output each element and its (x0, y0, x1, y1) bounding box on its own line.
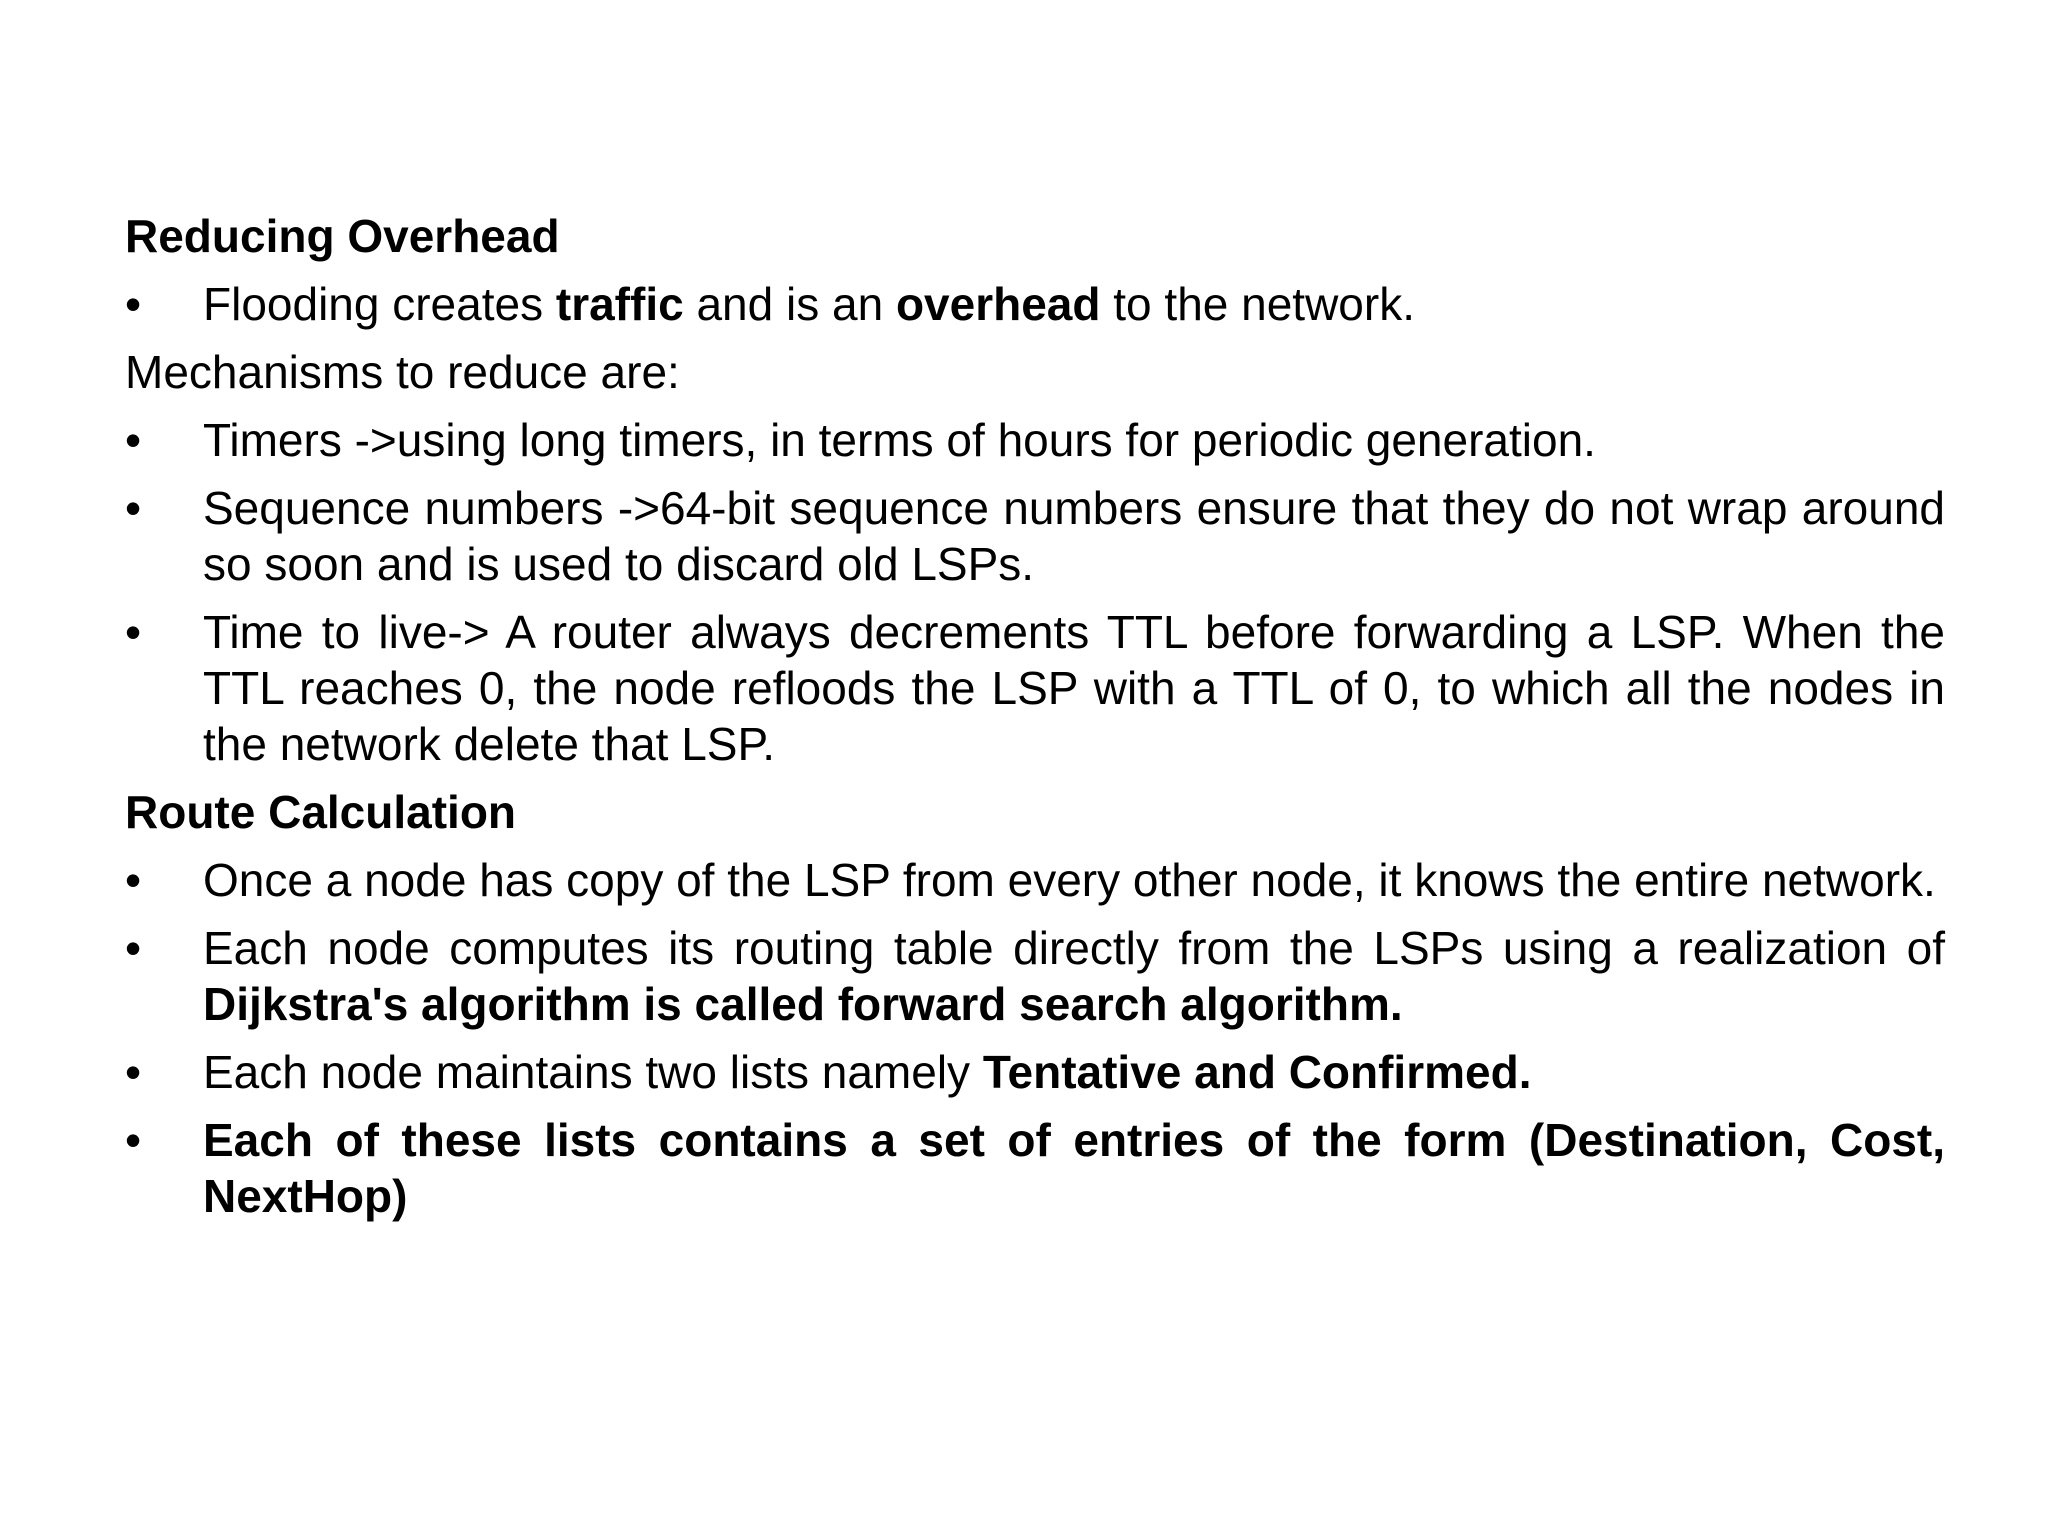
bullet-dot: • (125, 922, 142, 974)
bullet-entries-form (125, 1112, 1945, 1224)
bullet-flooding (125, 276, 1945, 332)
bullet-dot: • (125, 414, 142, 466)
bullet-two-lists (125, 1044, 1945, 1100)
bullet-lsp-copy (125, 852, 1945, 908)
mechanisms-intro: Mechanisms to reduce are: (125, 346, 680, 398)
section-heading-reducing-overhead: Reducing Overhead (125, 210, 560, 262)
bold-overhead: overhead (895, 278, 1101, 330)
section-heading-route-calculation: Route Calculation (125, 786, 517, 838)
bullet-text: Once a node has copy of the LSP from every other node, it knows the entire network. (203, 854, 1936, 906)
bullet-text: Timers ->using long timers, in terms of hours for periodic generation. (203, 414, 1596, 466)
bullet-sequence-numbers (125, 480, 1945, 592)
bullet-text: Sequence numbers ->64-bit sequence numbers ensure that they do not wrap around so soon and is used to discard old LSPs. (203, 482, 1945, 590)
bullet-text: Time to live-> A router always decrements TTL before forwarding a LSP. When the TTL reaches 0, the node refloods the LSP with a TTL of 0, to which all the nodes in the network delete that LSP. (203, 606, 1945, 770)
bullet-timers (125, 412, 1945, 468)
bold-tentative-confirmed: Tentative and Confirmed. (982, 1046, 1532, 1098)
bullet-dot: • (125, 1046, 142, 1098)
text-segment: Flooding creates (203, 278, 556, 330)
text-segment: and is an (683, 278, 896, 330)
bullet-dot: • (125, 1114, 142, 1166)
text-segment: Each node maintains two lists namely (203, 1046, 983, 1098)
text-segment: Each node computes its routing table directly from the LSPs using a realization of (203, 922, 1945, 974)
bullet-time-to-live (125, 604, 1945, 772)
text-segment: to the network. (1100, 278, 1415, 330)
bold-dijkstra: Dijkstra's algorithm is called forward search algorithm. (203, 978, 1403, 1030)
bold-traffic: traffic (555, 278, 684, 330)
bullet-text: Each of these lists contains a set of entries of the form (Destination, Cost, NextHop) (203, 1114, 1945, 1222)
slide-content (125, 208, 1945, 1236)
bullet-list-route-calculation (125, 852, 1945, 1224)
bullet-routing-table (125, 920, 1945, 1032)
bullet-dot: • (125, 854, 142, 906)
bullet-dot: • (125, 278, 142, 330)
bullet-dot: • (125, 606, 142, 658)
bullet-list-overhead (125, 276, 1945, 332)
bullet-list-mechanisms (125, 412, 1945, 772)
bullet-dot: • (125, 482, 142, 534)
